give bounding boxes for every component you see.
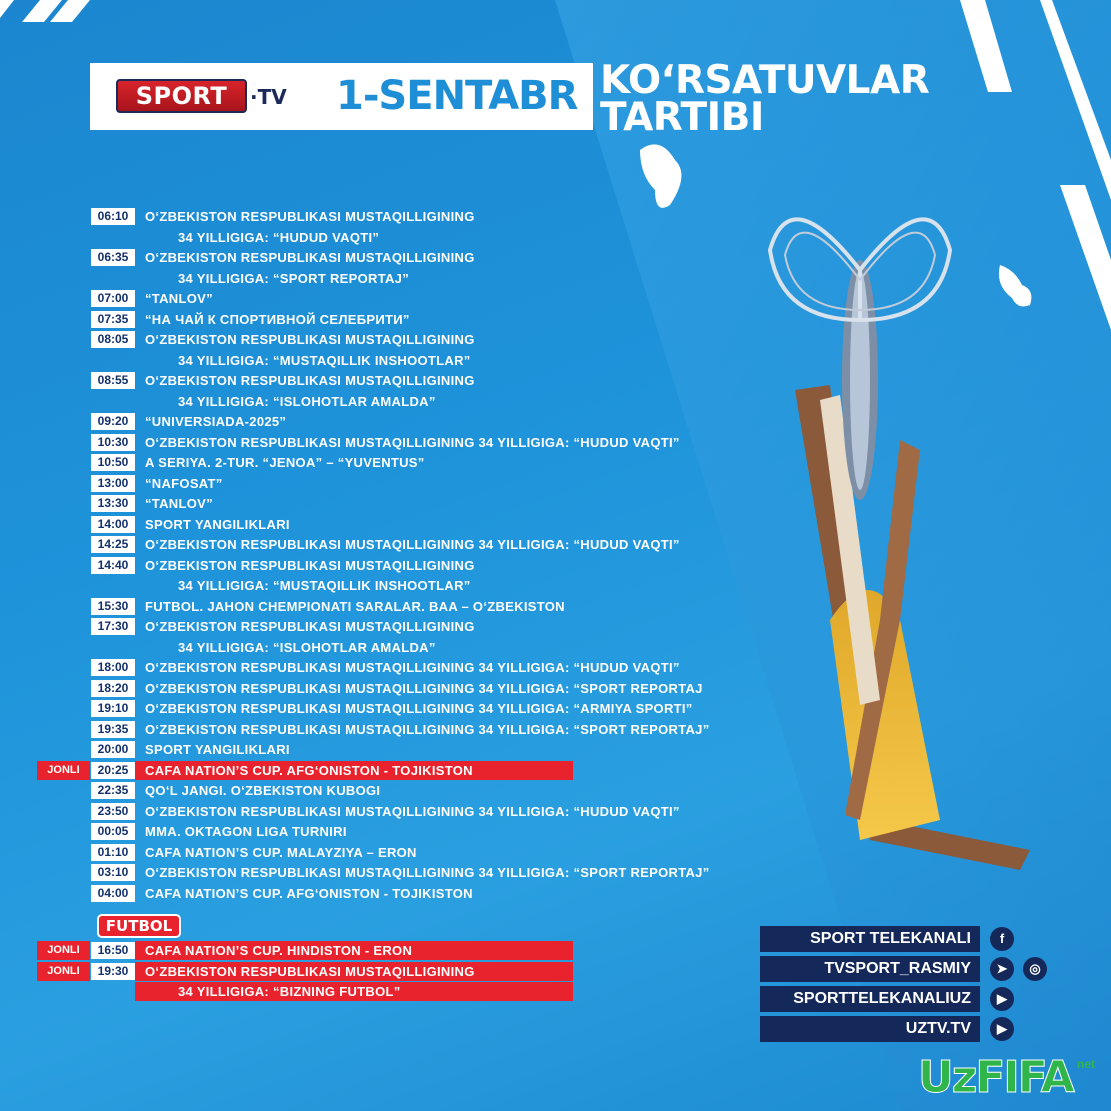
schedule-row bbox=[0, 843, 760, 862]
program-title-continued: 34 YILLIGIGA: “BIZNING FUTBOL” bbox=[178, 984, 401, 999]
program-title: “TANLOV” bbox=[145, 291, 213, 306]
program-title-continued: 34 YILLIGIGA: “ISLOHOTLAR AMALDA” bbox=[178, 393, 436, 409]
program-title: SPORT YANGILIKLARI bbox=[145, 742, 290, 757]
instagram-icon[interactable]: ◎ bbox=[1023, 957, 1047, 981]
social-link-2[interactable]: SPORTTELEKANALIUZ bbox=[760, 986, 980, 1012]
time-label: 01:10 bbox=[91, 844, 135, 861]
program-title: O‘ZBEKISTON RESPUBLIKASI MUSTAQILLIGINING bbox=[145, 250, 475, 265]
program-title-continued: 34 YILLIGIGA: “MUSTAQILLIK INSHOOTLAR” bbox=[178, 352, 471, 368]
time-label: 19:10 bbox=[91, 700, 135, 717]
program-title-continued: 34 YILLIGIGA: “HUDUD VAQTI” bbox=[178, 229, 380, 245]
schedule-row bbox=[0, 802, 760, 821]
title-line-2: TARTIBI bbox=[600, 95, 764, 140]
title-line-1: KO‘RSATUVLAR bbox=[600, 58, 930, 103]
logo-text: SPORT bbox=[135, 82, 228, 110]
time-label: 16:50 bbox=[91, 942, 135, 959]
schedule-row-continued bbox=[0, 638, 760, 657]
program-title: O‘ZBEKISTON RESPUBLIKASI MUSTAQILLIGINING 34 YILLIGIGA: “HUDUD VAQTI” bbox=[145, 660, 680, 675]
schedule-row bbox=[0, 941, 760, 960]
schedule-row bbox=[0, 371, 760, 390]
schedule-row bbox=[0, 720, 760, 739]
schedule-row-continued bbox=[0, 392, 760, 411]
time-label: 14:40 bbox=[91, 557, 135, 574]
program-title: O‘ZBEKISTON RESPUBLIKASI MUSTAQILLIGINING bbox=[145, 619, 475, 634]
schedule-row bbox=[0, 310, 760, 329]
schedule-row bbox=[0, 822, 760, 841]
program-title: “НА ЧАЙ К СПОРТИВНОЙ СЕЛЕБРИТИ” bbox=[145, 311, 410, 327]
program-title: O‘ZBEKISTON RESPUBLIKASI MUSTAQILLIGINING bbox=[145, 332, 475, 347]
social-link-3[interactable]: UZTV.TV bbox=[760, 1016, 980, 1042]
program-title: O‘ZBEKISTON RESPUBLIKASI MUSTAQILLIGINING bbox=[145, 557, 475, 573]
schedule-row bbox=[0, 781, 760, 800]
program-title-continued: 34 YILLIGIGA: “MUSTAQILLIK INSHOOTLAR” bbox=[178, 578, 471, 593]
program-title: SPORT YANGILIKLARI bbox=[145, 516, 290, 532]
time-label: 07:35 bbox=[91, 311, 135, 328]
time-label: 06:10 bbox=[91, 208, 135, 225]
time-label: 22:35 bbox=[91, 782, 135, 799]
program-title: O‘ZBEKISTON RESPUBLIKASI MUSTAQILLIGINING 34 YILLIGIGA: “HUDUD VAQTI” bbox=[145, 434, 680, 450]
program-title: FUTBOL. JAHON CHEMPIONATI SARALAR. BAA – O‘ZBEKISTON bbox=[145, 598, 565, 614]
program-title: O‘ZBEKISTON RESPUBLIKASI MUSTAQILLIGINING 34 YILLIGIGA: “SPORT REPORTAJ” bbox=[145, 721, 710, 737]
time-label: 09:20 bbox=[91, 413, 135, 430]
schedule-row bbox=[0, 597, 760, 616]
schedule-row bbox=[0, 289, 760, 308]
schedule-row-continued bbox=[0, 576, 760, 595]
schedule-row-continued bbox=[0, 228, 760, 247]
schedule-row bbox=[0, 617, 760, 636]
social-link-1[interactable]: TVSPORT_RASMIY bbox=[760, 956, 980, 982]
program-title-continued: 34 YILLIGIGA: “ISLOHOTLAR AMALDA” bbox=[178, 639, 436, 655]
program-title: O‘ZBEKISTON RESPUBLIKASI MUSTAQILLIGINING 34 YILLIGIGA: “HUDUD VAQTI” bbox=[145, 537, 680, 552]
schedule-row bbox=[0, 453, 760, 472]
live-badge: JONLI bbox=[37, 761, 90, 780]
program-title: CAFA NATION’S CUP. AFG‘ONISTON - TOJIKISTON bbox=[145, 885, 473, 901]
schedule-row bbox=[0, 207, 760, 226]
uzfifa-watermark: UzFIFA bbox=[918, 1052, 1073, 1103]
date-heading: 1-SENTABR bbox=[336, 73, 578, 119]
program-title: “NAFOSAT” bbox=[145, 475, 223, 491]
program-title: MMA. OKTAGON LIGA TURNIRI bbox=[145, 824, 347, 839]
time-label: 08:55 bbox=[91, 372, 135, 389]
program-title: A SERIYA. 2-TUR. “JENOA” – “YUVENTUS” bbox=[145, 455, 425, 470]
header-bar bbox=[90, 63, 593, 130]
schedule-row bbox=[0, 699, 760, 718]
schedule-row bbox=[0, 515, 760, 534]
program-title-continued: 34 YILLIGIGA: “SPORT REPORTAJ” bbox=[178, 270, 409, 286]
schedule-row-continued bbox=[0, 269, 760, 288]
time-label: 13:30 bbox=[91, 495, 135, 512]
time-label: 17:30 bbox=[91, 618, 135, 635]
schedule-row bbox=[0, 884, 760, 903]
schedule-row-continued bbox=[0, 351, 760, 370]
play-icon[interactable]: ▶ bbox=[990, 1017, 1014, 1041]
telegram-icon[interactable]: ➤ bbox=[990, 957, 1014, 981]
program-title: O‘ZBEKISTON RESPUBLIKASI MUSTAQILLIGINING 34 YILLIGIGA: “HUDUD VAQTI” bbox=[145, 803, 680, 819]
time-label: 00:05 bbox=[91, 823, 135, 840]
program-title: O‘ZBEKISTON RESPUBLIKASI MUSTAQILLIGINING 34 YILLIGIGA: “ARMIYA SPORTI” bbox=[145, 701, 693, 716]
program-title: “TANLOV” bbox=[145, 496, 213, 511]
futbol-badge: FUTBOL bbox=[97, 914, 181, 938]
sport-tv-logo bbox=[116, 79, 247, 113]
schedule-row-continued bbox=[0, 982, 760, 1001]
time-label: 10:50 bbox=[91, 454, 135, 471]
live-badge: JONLI bbox=[37, 962, 90, 981]
time-label: 20:25 bbox=[91, 762, 135, 779]
time-label: 18:20 bbox=[91, 680, 135, 697]
schedule-row bbox=[0, 863, 760, 882]
schedule-row bbox=[0, 658, 760, 677]
time-label: 14:25 bbox=[91, 536, 135, 553]
time-label: 10:30 bbox=[91, 434, 135, 451]
time-label: 20:00 bbox=[91, 741, 135, 758]
program-title: O‘ZBEKISTON RESPUBLIKASI MUSTAQILLIGINING bbox=[145, 963, 475, 979]
facebook-icon[interactable]: f bbox=[990, 927, 1014, 951]
program-title: CAFA NATION’S CUP. MALAYZIYA – ERON bbox=[145, 844, 417, 860]
time-label: 18:00 bbox=[91, 659, 135, 676]
schedule-row bbox=[0, 330, 760, 349]
schedule-row bbox=[0, 679, 760, 698]
uzfifa-net-suffix: net bbox=[1077, 1057, 1095, 1071]
schedule-row bbox=[0, 761, 760, 780]
time-label: 13:00 bbox=[91, 475, 135, 492]
time-label: 06:35 bbox=[91, 249, 135, 266]
schedule-row bbox=[0, 556, 760, 575]
live-badge: JONLI bbox=[37, 941, 90, 960]
schedule-row bbox=[0, 248, 760, 267]
time-label: 08:05 bbox=[91, 331, 135, 348]
schedule-row bbox=[0, 474, 760, 493]
program-title: QO‘L JANGI. O‘ZBEKISTON KUBOGI bbox=[145, 783, 381, 798]
time-label: 19:30 bbox=[91, 963, 135, 980]
program-title: O‘ZBEKISTON RESPUBLIKASI MUSTAQILLIGINING bbox=[145, 373, 475, 388]
logo-suffix: ·TV bbox=[250, 85, 287, 109]
time-label: 14:00 bbox=[91, 516, 135, 533]
time-label: 19:35 bbox=[91, 721, 135, 738]
time-label: 03:10 bbox=[91, 864, 135, 881]
time-label: 23:50 bbox=[91, 803, 135, 820]
schedule-row bbox=[0, 535, 760, 554]
time-label: 04:00 bbox=[91, 885, 135, 902]
schedule-row bbox=[0, 740, 760, 759]
program-title: “UNIVERSIADA-2025” bbox=[145, 414, 287, 429]
program-title: O‘ZBEKISTON RESPUBLIKASI MUSTAQILLIGINING 34 YILLIGIGA: “SPORT REPORTAJ bbox=[145, 680, 703, 696]
program-title: CAFA NATION’S CUP. HINDISTON - ERON bbox=[145, 943, 413, 958]
schedule-row bbox=[0, 433, 760, 452]
schedule-row bbox=[0, 412, 760, 431]
time-label: 07:00 bbox=[91, 290, 135, 307]
schedule-row bbox=[0, 962, 760, 981]
program-title: O‘ZBEKISTON RESPUBLIKASI MUSTAQILLIGINING 34 YILLIGIGA: “SPORT REPORTAJ” bbox=[145, 865, 710, 880]
program-title: CAFA NATION’S CUP. AFG‘ONISTON - TOJIKISTON bbox=[145, 762, 473, 778]
program-title: O‘ZBEKISTON RESPUBLIKASI MUSTAQILLIGINING bbox=[145, 209, 475, 224]
schedule-row bbox=[0, 494, 760, 513]
youtube-icon[interactable]: ▶ bbox=[990, 987, 1014, 1011]
social-link-0[interactable]: SPORT TELEKANALI bbox=[760, 926, 980, 952]
time-label: 15:30 bbox=[91, 598, 135, 615]
